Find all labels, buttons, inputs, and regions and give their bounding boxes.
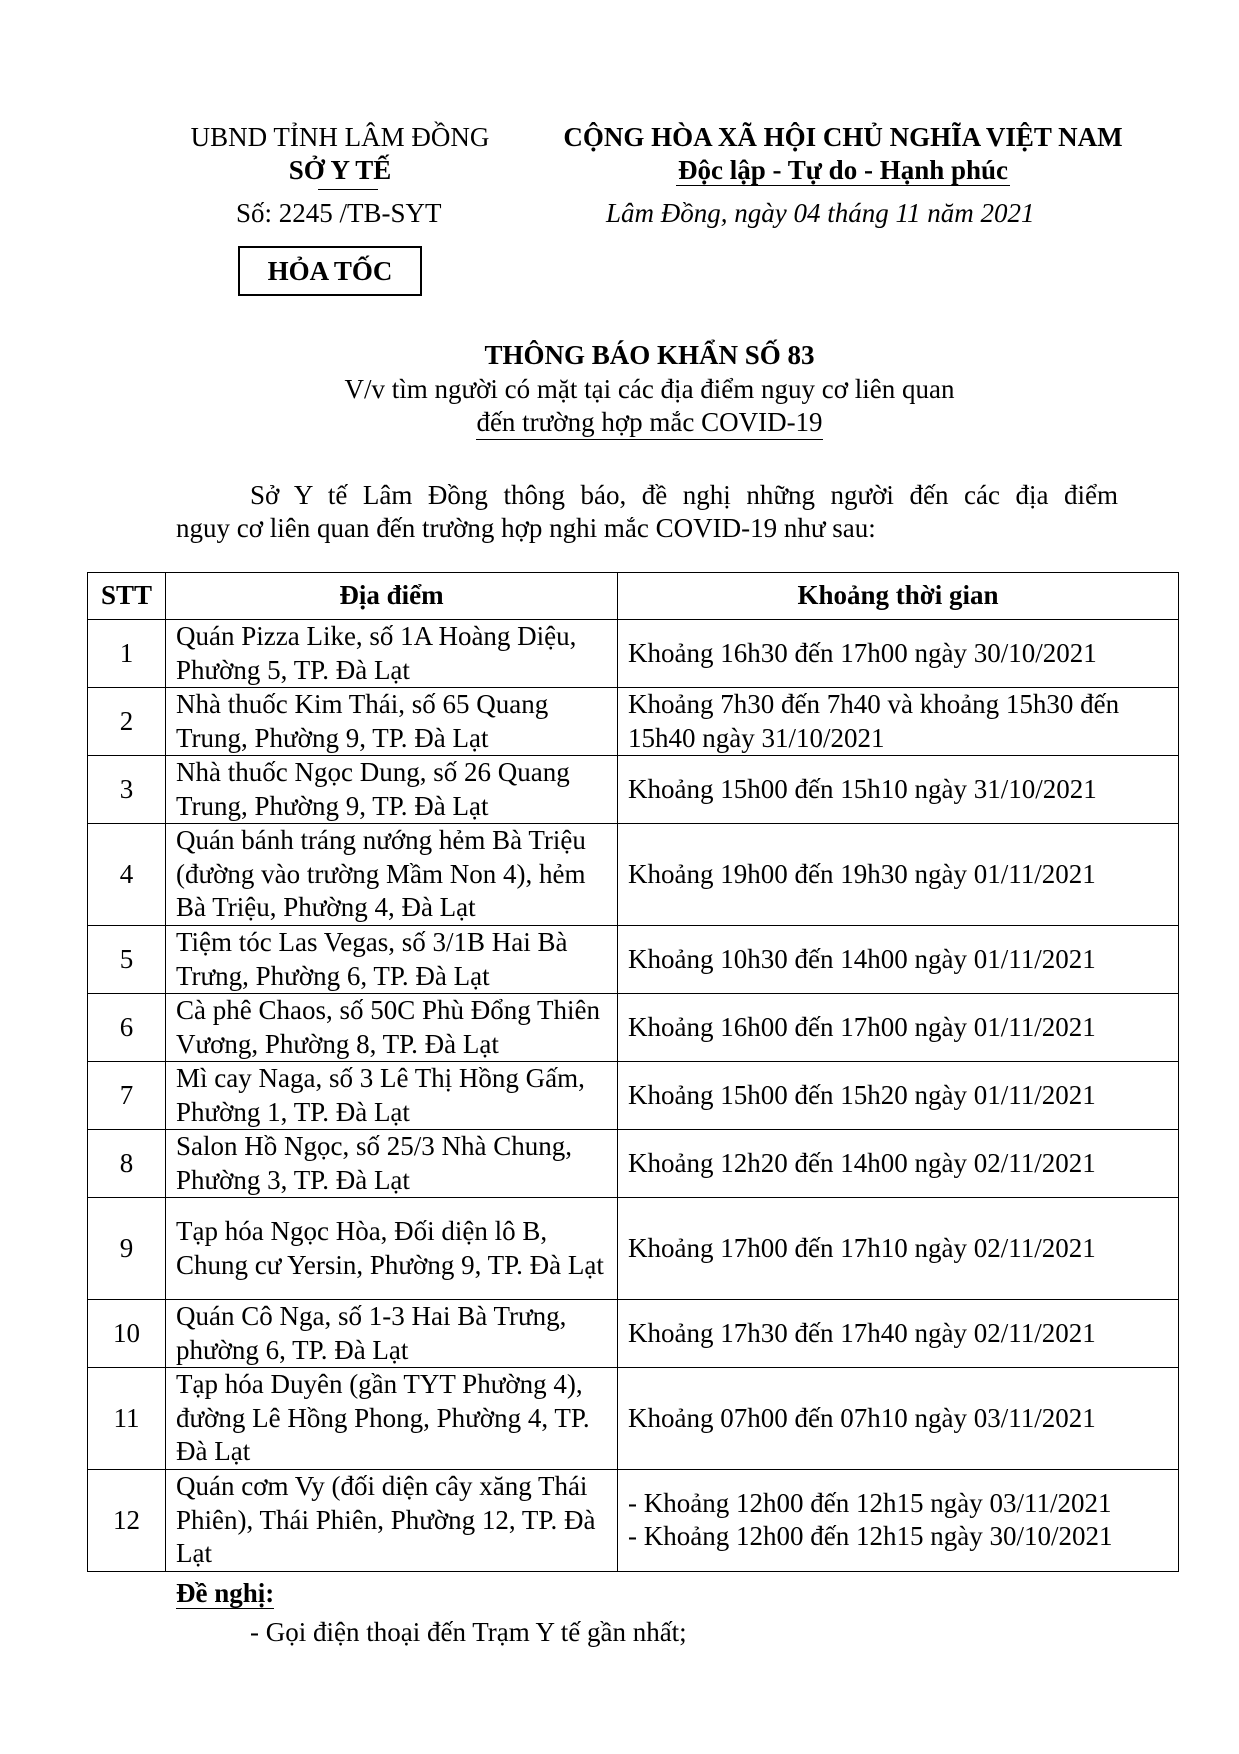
time-cell: Khoảng 15h00 đến 15h20 ngày 01/11/2021 <box>618 1062 1179 1130</box>
location-cell: Cà phê Chaos, số 50C Phù Đổng Thiên Vương, Phường 8, TP. Đà Lạt <box>166 994 618 1062</box>
table-row <box>88 1198 1179 1300</box>
row-number: 10 <box>88 1300 166 1368</box>
row-number: 5 <box>88 926 166 994</box>
row-number: 12 <box>88 1470 166 1572</box>
motto: Độc lập - Tự do - Hạnh phúc <box>677 155 1009 185</box>
row-number: 11 <box>88 1368 166 1470</box>
location-cell: Quán Cô Nga, số 1-3 Hai Bà Trưng, phường 6, TP. Đà Lạt <box>166 1300 618 1368</box>
document-number: Số: 2245 /TB-SYT <box>236 198 442 228</box>
document-date: Lâm Đồng, ngày 04 tháng 11 năm 2021 <box>606 198 1035 228</box>
table-row <box>88 688 1179 756</box>
location-cell: Nhà thuốc Ngọc Dung, số 26 Quang Trung, Phường 9, TP. Đà Lạt <box>166 756 618 824</box>
table-row <box>88 756 1179 824</box>
time-cell: Khoảng 12h20 đến 14h00 ngày 02/11/2021 <box>618 1130 1179 1198</box>
table-row <box>88 1300 1179 1368</box>
header-stt: STT <box>88 573 166 620</box>
table-row <box>88 824 1179 926</box>
divider <box>318 189 378 190</box>
table-header-row <box>88 573 1179 620</box>
time-cell: Khoảng 7h30 đến 7h40 và khoảng 15h30 đến 15h40 ngày 31/10/2021 <box>618 688 1179 756</box>
time-cell: Khoảng 17h30 đến 17h40 ngày 02/11/2021 <box>618 1300 1179 1368</box>
intro-line2: nguy cơ liên quan đến trường hợp nghi mắc COVID-19 như sau: <box>176 513 876 543</box>
row-number: 8 <box>88 1130 166 1198</box>
notice-subject-line1: V/v tìm người có mặt tại các địa điểm nguy cơ liên quan <box>344 374 955 404</box>
header-location: Địa điểm <box>166 573 618 620</box>
time-cell: Khoảng 16h00 đến 17h00 ngày 01/11/2021 <box>618 994 1179 1062</box>
time-cell: Khoảng 16h30 đến 17h00 ngày 30/10/2021 <box>618 620 1179 688</box>
country-name: CỘNG HÒA XÃ HỘI CHỦ NGHĨA VIỆT NAM <box>563 122 1123 152</box>
location-cell: Tiệm tóc Las Vegas, số 3/1B Hai Bà Trưng, Phường 6, TP. Đà Lạt <box>166 926 618 994</box>
row-number: 1 <box>88 620 166 688</box>
table-row <box>88 620 1179 688</box>
header-time: Khoảng thời gian <box>618 573 1179 620</box>
notice-title: THÔNG BÁO KHẨN SỐ 83 <box>484 340 815 370</box>
time-cell: Khoảng 15h00 đến 15h10 ngày 31/10/2021 <box>618 756 1179 824</box>
time-cell: Khoảng 10h30 đến 14h00 ngày 01/11/2021 <box>618 926 1179 994</box>
row-number: 7 <box>88 1062 166 1130</box>
notice-subject-line2: đến trường hợp mắc COVID-19 <box>476 407 822 440</box>
locations-table <box>87 572 1179 1572</box>
time-cell: - Khoảng 12h00 đến 12h15 ngày 03/11/2021 - Khoảng 12h00 đến 12h15 ngày 30/10/2021 <box>618 1470 1179 1572</box>
location-cell: Tạp hóa Ngọc Hòa, Đối diện lô B, Chung cư Yersin, Phường 9, TP. Đà Lạt <box>166 1198 618 1300</box>
table-row <box>88 926 1179 994</box>
agency-name: UBND TỈNH LÂM ĐỒNG <box>190 122 490 152</box>
recommend-item: - Gọi điện thoại đến Trạm Y tế gần nhất; <box>250 1617 687 1647</box>
table-row <box>88 1368 1179 1470</box>
location-cell: Nhà thuốc Kim Thái, số 65 Quang Trung, Phường 9, TP. Đà Lạt <box>166 688 618 756</box>
location-cell: Tạp hóa Duyên (gần TYT Phường 4), đường Lê Hồng Phong, Phường 4, TP. Đà Lạt <box>166 1368 618 1470</box>
recommend-heading: Đề nghị: <box>176 1578 275 1608</box>
time-cell: Khoảng 17h00 đến 17h10 ngày 02/11/2021 <box>618 1198 1179 1300</box>
location-cell: Quán cơm Vy (đối diện cây xăng Thái Phiên), Thái Phiên, Phường 12, TP. Đà Lạt <box>166 1470 618 1572</box>
location-cell: Salon Hồ Ngọc, số 25/3 Nhà Chung, Phường 3, TP. Đà Lạt <box>166 1130 618 1198</box>
table-row <box>88 1062 1179 1130</box>
location-cell: Mì cay Naga, số 3 Lê Thị Hồng Gấm, Phường 1, TP. Đà Lạt <box>166 1062 618 1130</box>
location-cell: Quán Pizza Like, số 1A Hoàng Diệu, Phường 5, TP. Đà Lạt <box>166 620 618 688</box>
intro-line1: Sở Y tế Lâm Đồng thông báo, đề nghị những người đến các địa điểm <box>250 480 1118 510</box>
time-cell: Khoảng 07h00 đến 07h10 ngày 03/11/2021 <box>618 1368 1179 1470</box>
table-row <box>88 1130 1179 1198</box>
row-number: 6 <box>88 994 166 1062</box>
row-number: 4 <box>88 824 166 926</box>
row-number: 2 <box>88 688 166 756</box>
row-number: 9 <box>88 1198 166 1300</box>
time-cell: Khoảng 19h00 đến 19h30 ngày 01/11/2021 <box>618 824 1179 926</box>
table-row <box>88 1470 1179 1572</box>
department-name: SỞ Y TẾ <box>288 155 392 185</box>
table-row <box>88 994 1179 1062</box>
row-number: 3 <box>88 756 166 824</box>
urgent-stamp: HỎA TỐC <box>238 246 422 296</box>
location-cell: Quán bánh tráng nướng hẻm Bà Triệu (đường vào trường Mầm Non 4), hẻm Bà Triệu, Phường 4, Đà Lạt <box>166 824 618 926</box>
